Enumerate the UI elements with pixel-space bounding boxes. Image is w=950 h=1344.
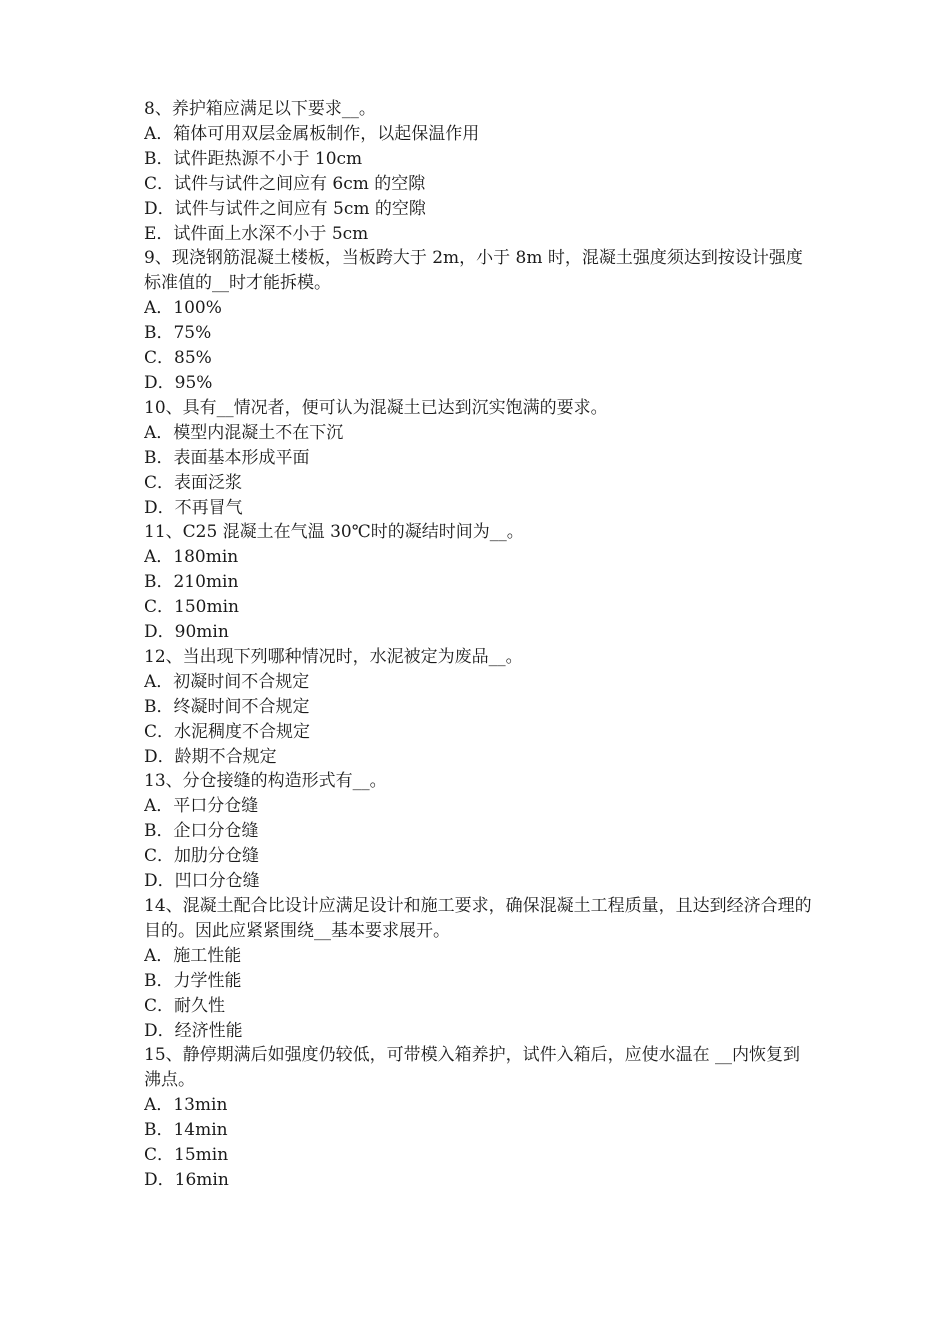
option-b: B．企口分仓缝 bbox=[144, 821, 259, 842]
option-c: C．15min bbox=[144, 1145, 229, 1166]
question-stem: 15、静停期满后如强度仍较低，可带模入箱养护，试件入箱后，应使水温在 __内恢复到沸点。 bbox=[144, 1045, 801, 1091]
option-d: D．16min bbox=[144, 1169, 229, 1190]
question-stem: 8、养护箱应满足以下要求__。 bbox=[144, 99, 376, 119]
option-d: D．凹口分仓缝 bbox=[144, 871, 260, 892]
option-d: D．90min bbox=[144, 622, 229, 643]
question-9 bbox=[144, 246, 816, 395]
option-b: B．75% bbox=[144, 323, 212, 344]
option-c: C．耐久性 bbox=[144, 995, 226, 1016]
option-c: C．150min bbox=[144, 597, 239, 618]
option-b: B．14min bbox=[144, 1120, 228, 1141]
option-c: C．85% bbox=[144, 348, 212, 369]
question-stem: 13、分仓接缝的构造形式有__。 bbox=[144, 771, 387, 792]
option-b: B．表面基本形成平面 bbox=[144, 447, 310, 468]
option-b: B．210min bbox=[144, 572, 239, 593]
option-d: D．试件与试件之间应有 5cm 的空隙 bbox=[144, 198, 426, 219]
option-d: D．95% bbox=[144, 372, 213, 393]
option-a: A．箱体可用双层金属板制作，以起保温作用 bbox=[144, 123, 480, 144]
option-a: A．13min bbox=[144, 1095, 228, 1116]
option-a: A．施工性能 bbox=[144, 945, 242, 966]
question-15 bbox=[144, 1043, 816, 1192]
question-stem: 14、混凝土配合比设计应满足设计和施工要求，确保混凝土工程质量，且达到经济合理的目的。因此应紧紧围绕__基本要求展开。 bbox=[144, 896, 812, 941]
option-a: A．初凝时间不合规定 bbox=[144, 671, 310, 692]
question-stem: 12、当出现下列哪种情况时，水泥被定为废品__。 bbox=[144, 646, 523, 667]
question-14 bbox=[144, 894, 816, 1043]
option-e: E．试件面上水深不小于 5cm bbox=[144, 223, 369, 244]
question-stem: 11、C25 混凝土在气温 30℃时的凝结时间为__。 bbox=[144, 522, 524, 543]
option-c: C．表面泛浆 bbox=[144, 472, 243, 493]
question-8 bbox=[144, 97, 816, 246]
option-a: A．100% bbox=[144, 298, 222, 319]
question-stem: 10、具有__情况者，便可认为混凝土已达到沉实饱满的要求。 bbox=[144, 397, 608, 418]
option-c: C．加肋分仓缝 bbox=[144, 846, 260, 867]
option-c: C．水泥稠度不合规定 bbox=[144, 721, 311, 742]
option-d: D．不再冒气 bbox=[144, 497, 243, 518]
question-13 bbox=[144, 769, 816, 894]
document-page bbox=[144, 97, 816, 1193]
question-11 bbox=[144, 520, 816, 645]
question-stem: 9、现浇钢筋混凝土楼板，当板跨大于 2m，小于 8m 时，混凝土强度须达到按设计强度标准值的__时才能拆模。 bbox=[144, 248, 803, 294]
question-10 bbox=[144, 396, 816, 521]
question-12 bbox=[144, 645, 816, 770]
option-a: A．模型内混凝土不在下沉 bbox=[144, 422, 344, 443]
option-c: C．试件与试件之间应有 6cm 的空隙 bbox=[144, 173, 426, 194]
option-a: A．180min bbox=[144, 547, 239, 568]
option-d: D．龄期不合规定 bbox=[144, 746, 277, 767]
option-b: B．力学性能 bbox=[144, 970, 242, 991]
option-d: D．经济性能 bbox=[144, 1020, 243, 1041]
option-b: B．试件距热源不小于 10cm bbox=[144, 148, 363, 169]
option-a: A．平口分仓缝 bbox=[144, 796, 259, 817]
option-b: B．终凝时间不合规定 bbox=[144, 696, 310, 717]
